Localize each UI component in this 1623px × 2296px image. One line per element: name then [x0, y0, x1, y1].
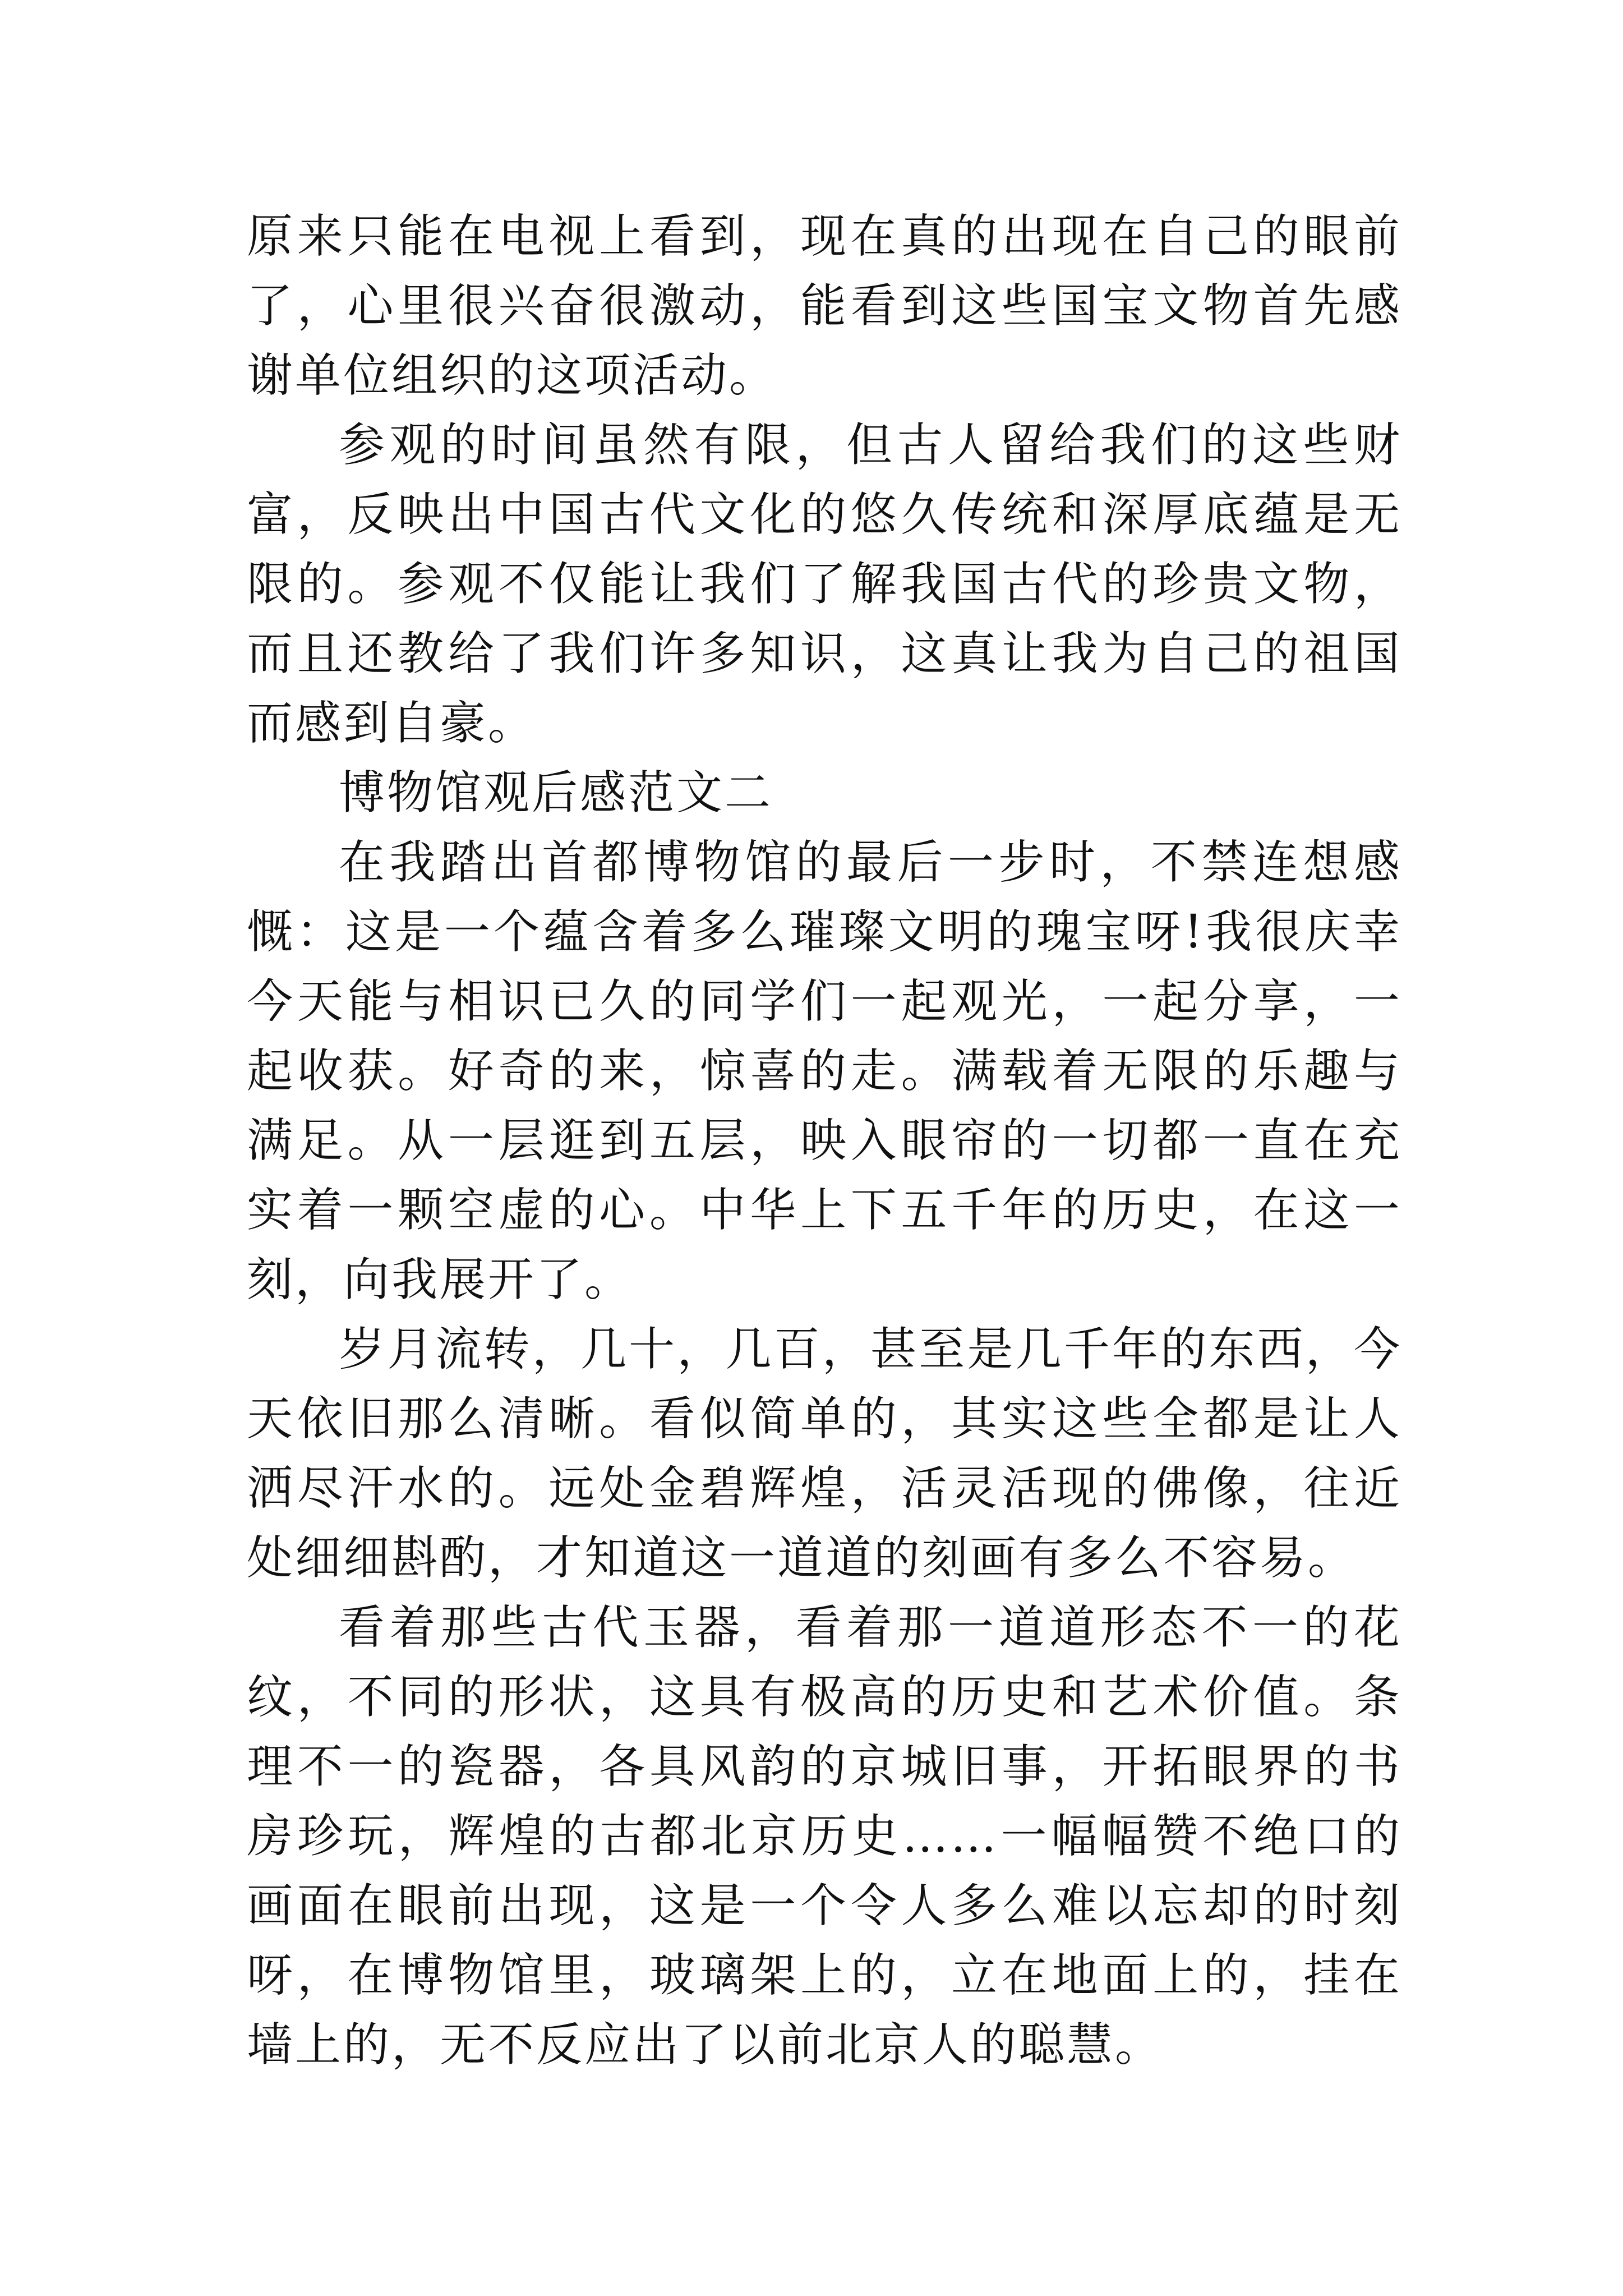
- paragraph-visit-reflection: 参观的时间虽然有限，但古人留给我们的这些财富，反映出中国古代文化的悠久传统和深厚底蕴是无限的。参观不仅能让我们了解我国古代的珍贵文物，而且还教给了我们许多知识，这真让我为自己的祖国而感到自豪。: [247, 418, 1402, 750]
- paragraph-section-1: 在我踏出首都博物馆的最后一步时，不禁连想感慨：这是一个蕴含着多么璀璨文明的瑰宝呀!我很庆幸今天能与相识已久的同学们一起观光，一起分享，一起收获。好奇的来，惊喜的走。满载着无限的乐趣与满足。从一层逛到五层，映入眼帘的一切都一直在充实着一颗空虚的心。中华上下五千年的历史，在这一刻，向我展开了。: [247, 836, 1402, 1306]
- paragraph-continuation: 原来只能在电视上看到，现在真的出现在自己的眼前了，心里很兴奋很激动，能看到这些国宝文物首先感谢单位组织的这项活动。: [247, 210, 1402, 402]
- paragraph-section-3: 看着那些古代玉器，看着那一道道形态不一的花纹，不同的形状，这具有极高的历史和艺术价值。条理不一的瓷器，各具风韵的京城旧事，开拓眼界的书房珍玩，辉煌的古都北京历史……一幅幅赞不绝口的画面在眼前出现，这是一个令人多么难以忘却的时刻呀，在博物馆里，玻璃架上的，立在地面上的，挂在墙上的，无不反应出了以前北京人的聪慧。: [247, 1601, 1402, 2072]
- section-title: 博物馆观后感范文二: [339, 766, 773, 820]
- document-body: [247, 202, 1402, 2080]
- paragraph-section-2: 岁月流转，几十，几百，甚至是几千年的东西，今天依旧那么清晰。看似简单的，其实这些全都是让人洒尽汗水的。远处金碧辉煌，活灵活现的佛像，往近处细细斟酌，才知道这一道道的刻画有多么不容易。: [247, 1323, 1402, 1585]
